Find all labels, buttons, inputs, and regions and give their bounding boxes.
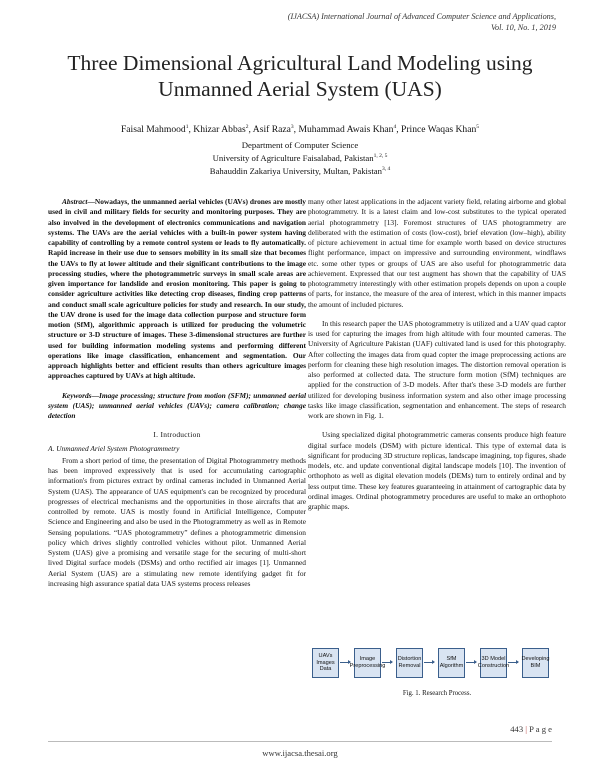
arrow-icon (466, 662, 476, 663)
author: Prince Waqas Khan$^5$ (401, 124, 480, 136)
research-process-figure (312, 648, 552, 680)
arrow-icon (424, 662, 434, 663)
figure-caption: Fig. 1. Research Process. (402, 690, 472, 697)
author: Muhammad Awais Khan$^4$, (298, 124, 402, 136)
journal-name: (IJACSA) International Journal of Advanced Computer Science and Applications, (287, 12, 556, 21)
author-list (0, 124, 600, 135)
affiliation-bzu: Bahauddin Zakariya University, Multan, Pakistan$^{3, 4}$ (209, 166, 391, 177)
figure-box: 3D Model Construction (480, 648, 507, 678)
abstract: Abstract—Nowadays, the unmanned aerial vehicles (UAVs) drones are mostly used in civil and military fields for security and monitoring purposes. They are also involved in the development of electronics communications and navigation systems. The UAVs are the aerial vehicles with a built-in power system having capability of controlling by a remote control system or leads to fly automatically. Rapid increase in their use due to sensors mobility in its small size that becomes the UAVs to fly at lower altitude and their significant contributions to the image processing studies, where the photogrammetric surveys in small scale areas are given importance for landslide and erosion monitoring. This paper is going to consider agriculture activities like detecting crop diseases, finding crop patterns and conduct small scale agriculture policies for study and research. In our study, the UAV drone is used for the image data collection purpose and structure form motion (SfM), algorithmic approach is utilized for producing the volumetric structure or 3-D structure of images. These 3-dimensional structures are further used for building information modeling systems and performing different operations like image classification, enhancement and segmentation. Our approach highlights better and efficient results than others agriculture images approaches captured by UAVs at high altitude. (48, 197, 306, 381)
subsection-heading: A. Unmanned Ariel System Photogrammetry (48, 443, 180, 453)
journal-volume: Vol. 10, No. 1, 2019 (490, 22, 556, 32)
affiliations (0, 140, 600, 177)
page-number: 443 | P a g e (510, 724, 552, 734)
body-paragraph: many other latest applications in the adjacent variety field, relating airborne and global photogrammetry. It is a latest claim and low-cost substitutes to the typical operated aerial photogrammetry [13]. Foremost structures of UAS photogrammetry are deliberated with the estimation of costs (low-cost), brief elevation (low–high), ability of picture achievement in actual time for example worth based on device structures flight performance, impact on impressive and surrounding environment, windflaws etc. some other types or groups of UAS are also useful for photogrammetric data achievement. Expressed that our test augment has shown that the capability of UAS photogrammetry interestingly with other estimation propels depends on upon a couple of parts, for instance, the measure of the area of interest, which in this manner impacts the amount of included pictures. (308, 197, 566, 309)
figure-box: Distortion Removal (396, 648, 423, 678)
title-line-1: Three Dimensional Agricultural Land Modeling using (67, 51, 533, 75)
right-column (308, 197, 566, 512)
footer-divider (48, 741, 552, 742)
body-paragraph: Using specialized digital photogrammetric cameras consents produce high feature digital surface models (DSM) with picture identical. This type of external data is significant for producing 3D structure replicas, landscape imagining, top figures, shade models, etc. and update conventional digital landscape models [10]. The invention of orthophoto as well as digital elevation models (DEMs) turn to entirely ordinal and by less output time. These key features guaranteeing in attainment of cartographic data by ordinal images. Ordinal photogrammetry procedures are useful to make an orthophoto graphic maps. (308, 430, 566, 511)
figure-box: UAVs Images Data (312, 648, 339, 678)
affiliation-uaf: University of Agriculture Faisalabad, Pakistan$^{1, 2, 5}$ (212, 153, 388, 164)
figure-box: SfM Algorithm (438, 648, 465, 678)
arrow-icon (340, 662, 350, 663)
journal-header (288, 12, 556, 33)
arrow-icon (382, 662, 392, 663)
paper-title (0, 50, 600, 102)
figure-box: Image Preprocessing (354, 648, 381, 678)
author: Khizar Abbas$^2$, (193, 124, 253, 136)
author: Faisal Mahmood$^1$, (120, 124, 194, 136)
body-paragraph: In this research paper the UAS photogrammetry is utilized and a UAV quad captor is used for capturing the images from high altitude with four mounted cameras. The University of Agriculture Pakistan (UAF) cultivated land is used for this photography. After collecting the images data from quad copter the image preprocessing actions are perform for cleaning these high resolution images. The distortion removal operation is also performed at collected data. The structure form motion (SfM) techniques are applied for the construction of 3-D models. After that's these 3-D models are further utilized for developing business information system and also other image processing tasks like image classification, segmentation and enhancement. The steps of research work are shown in Fig. 1. (308, 318, 566, 420)
left-column (48, 197, 306, 589)
section-heading-introduction: I. Introduction (153, 430, 201, 440)
title-line-2: Unmanned Aerial System (UAS) (158, 77, 442, 101)
affiliation-dept: Department of Computer Science (241, 140, 359, 150)
figure-box: Developing BIM (522, 648, 549, 678)
intro-paragraph: From a short period of time, the presentation of Digital Photogrammetry methods has been improved expressively that is used for accumulating cartographic information's from pictures extract by ordinal cameras included in Unmanned Aerial System (UAS). The appearance of UAS equipment's can be recognized by procedural progresses of electrical mechanisms and the opportunities in those aircrafts that are controlled by remote. UAS is mostly found in Artificial Intelligence, Computer Science and Engineering and also be used in the Photogrammetry as well as in Remote Sensing populations. “UAS photogrammetry” defines a photogrammetric dimension policy which drives slightly controlled vehicles without pilot. Unmanned Aerial System (UAS) give a promising and versatile stage for the securing of multi-short lived Digital surface models (DSMs) and ortho rectified air images [1]. Unmanned Aerial System (UAS) are a stimulating new remote identifying gadget fit for increasing high assurance spatial data UAS systems process releases (48, 455, 306, 588)
arrow-icon (508, 662, 518, 663)
keywords: Keywords—Image processing; structure from motion (SFM); unmanned aerial system (UAS); unmanned aerial vehicles (UAVs); camera calibration; change detection (48, 390, 306, 420)
footer-url[interactable]: www.ijacsa.thesai.org (262, 748, 338, 758)
author: Asif Raza$^3$, (252, 124, 299, 136)
